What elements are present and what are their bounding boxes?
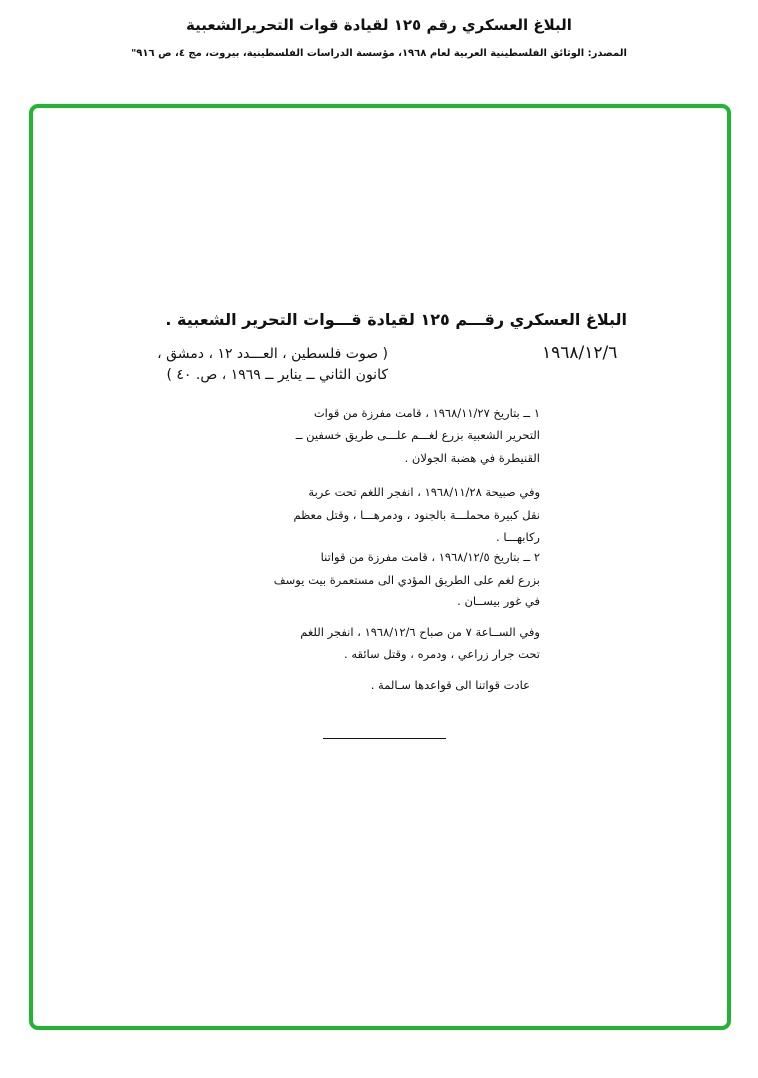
body-line: عادت قواتنا الى قواعدها سـالمة . [370,678,530,692]
body-line: التحرير الشعبية بزرع لغـــم علـــى طريق خسفين ــ [295,428,540,442]
citation-line: كانون الثاني ــ يناير ــ ١٩٦٩ ، ص. ٤٠ ) [166,367,388,383]
body-line: ١ ــ بتاريخ ١٩٦٨/١١/٢٧ ، قامت مفرزة من قوات [313,406,540,420]
citation-line: ( صوت فلسطين ، العـــدد ١٢ ، دمشق ، [157,346,388,362]
separator-line [323,738,446,739]
header-source: المصدر: الوثائق الفلسطينية العربية لعام ١٩٦٨، مؤسسة الدراسات الفلسطينية، بيروت، مج ٤، ص ٩١٦" [131,48,627,59]
document-frame [29,104,731,1030]
header-title: البلاغ العسكري رقم ١٢٥ لقيادة قوات التحريرالشعبية [186,16,572,34]
body-line: في غور بيســان . [457,594,540,608]
body-line: بزرع لغم على الطريق المؤدي الى مستعمرة بيت يوسف [273,573,540,587]
body-line: وفي صبيحة ١٩٦٨/١١/٢٨ ، انفجر اللغم تحت عربة [308,485,540,499]
body-line: وفي الســاعة ٧ من صباح ١٩٦٨/١٢/٦ ، انفجر اللغم [300,625,540,639]
document-title: البلاغ العسكري رقـــم ١٢٥ لقيادة قـــوات التحرير الشعبية . [165,310,627,329]
body-line: ٢ ــ بتاريخ ١٩٦٨/١٢/٥ ، قامت مفرزة من قواتنا [320,550,540,564]
body-line: القنيطرة في هضبة الجولان . [404,451,540,465]
body-line: تحت جرار زراعي ، ودمره ، وقتل سائقه . [344,647,540,661]
body-line: ركابهـــا . [496,530,540,544]
document-date: ١٩٦٨/١٢/٦ [542,343,618,363]
body-line: نقل كبيرة محملـــة بالجنود ، ودمرهـــا ، وقتل معظم [293,508,540,522]
